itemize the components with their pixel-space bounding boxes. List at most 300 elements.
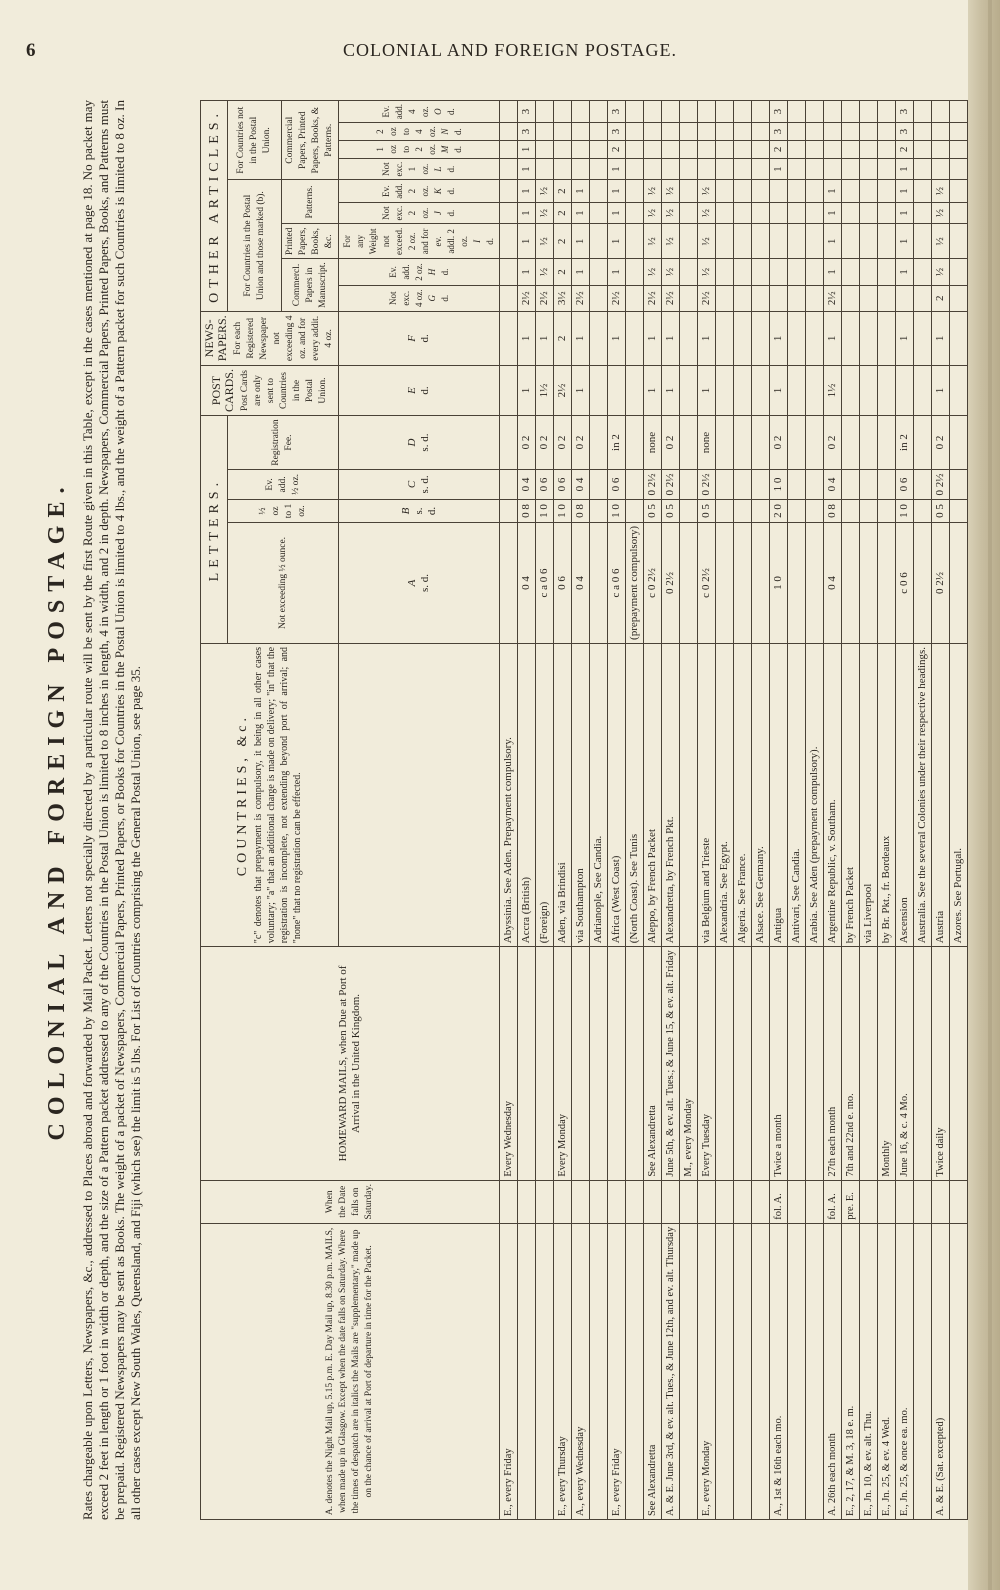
rate-cell	[770, 202, 788, 224]
table-row	[860, 101, 878, 1520]
rate-cell: 1	[770, 365, 788, 415]
rate-cell	[788, 202, 806, 224]
rate-cell: 2	[554, 180, 572, 202]
rate-cell: ½	[644, 259, 662, 285]
rate-cell: 2	[932, 285, 950, 311]
rate-cell: ½	[932, 224, 950, 259]
rate-cell	[626, 224, 644, 259]
rate-cell	[842, 141, 860, 159]
rate-cell	[770, 224, 788, 259]
nonunion-sub-header: Commercial Papers, Printed Papers, Books, & Patterns.	[282, 101, 339, 181]
rate-cell: in 2	[608, 416, 626, 470]
table-row	[608, 101, 626, 1520]
rate-cell: 3½	[554, 285, 572, 311]
rate-cell	[590, 416, 608, 470]
country-cell: Aleppo, by French Packet	[644, 643, 662, 946]
rate-cell	[752, 311, 770, 365]
rate-cell: 3	[608, 101, 626, 123]
rate-cell	[734, 259, 752, 285]
commercial-header: Commercl. Papers in Manuscript.	[282, 259, 339, 312]
page-title: COLONIAL AND FOREIGN POSTAGE.	[44, 479, 70, 1141]
rate-cell: 1 0	[896, 500, 914, 523]
rate-cell	[626, 180, 644, 202]
rate-cell	[878, 259, 896, 285]
other-articles-header: OTHER ARTICLES.	[201, 101, 228, 312]
key-sub: 1 oz to 2 oz.	[374, 144, 437, 155]
rate-cell: 1	[572, 180, 590, 202]
country-cell	[680, 643, 698, 946]
rate-cell	[734, 101, 752, 123]
key-letter: C	[406, 480, 418, 489]
rate-cell: 1 0	[536, 500, 554, 523]
rate-cell	[734, 311, 752, 365]
rate-cell	[842, 259, 860, 285]
rate-cell	[806, 523, 824, 644]
news-papers-title: NEWS-PAPERS.	[202, 315, 229, 362]
rate-cell	[788, 469, 806, 499]
book-page-edge	[968, 0, 1000, 1590]
rate-cell	[716, 202, 734, 224]
rate-cell: 3	[896, 101, 914, 123]
rate-cell: 2½	[554, 365, 572, 415]
rate-cell: 0 2	[824, 416, 842, 470]
rate-cell	[806, 123, 824, 141]
key-g	[339, 285, 500, 311]
rate-cell	[932, 141, 950, 159]
rate-cell	[788, 101, 806, 123]
rate-cell: ½	[644, 224, 662, 259]
rate-cell	[806, 469, 824, 499]
rate-cell	[554, 141, 572, 159]
rate-cell	[752, 224, 770, 259]
rate-cell: 0 2½	[644, 469, 662, 499]
rate-cell: 3	[896, 123, 914, 141]
rate-cell	[842, 224, 860, 259]
rate-cell: 1½	[536, 365, 554, 415]
rate-cell: 1	[572, 202, 590, 224]
key-letter: I	[472, 239, 482, 243]
key-c	[339, 469, 500, 499]
rate-cell	[680, 259, 698, 285]
rate-cell: 0 2	[554, 416, 572, 470]
rate-cell: c 0 2½	[644, 523, 662, 644]
key-letter: E	[406, 387, 418, 394]
rate-cell	[680, 469, 698, 499]
rate-cell	[806, 202, 824, 224]
rate-cell	[878, 365, 896, 415]
saturday-cell	[590, 1180, 608, 1223]
rate-cell: ½	[536, 180, 554, 202]
country-cell: Argentine Republic, v. Southam.	[824, 643, 842, 946]
rate-cell	[716, 123, 734, 141]
rate-cell	[716, 311, 734, 365]
rate-cell: 0 5	[662, 500, 680, 523]
saturday-cell	[950, 1180, 968, 1223]
key-unit: d.	[446, 108, 456, 115]
key-letter: B	[399, 507, 412, 515]
mail-out-cell: E., every Thursday	[554, 1223, 572, 1519]
mail-out-cell: E., Jn. 25, & ev. 4 Wed.	[878, 1223, 896, 1519]
key-sub: Not exc. 2 oz.	[381, 205, 430, 221]
rate-cell: 2	[554, 259, 572, 285]
country-cell: Algeria. See France.	[734, 643, 752, 946]
mail-out-cell: E., every Friday	[500, 1223, 518, 1519]
saturday-cell	[734, 1180, 752, 1223]
rate-cell: 0 4	[824, 523, 842, 644]
rate-cell: 1	[644, 365, 662, 415]
homeward-cell	[734, 947, 752, 1180]
homeward-cell	[788, 947, 806, 1180]
homeward-cell: Monthly	[878, 947, 896, 1180]
rate-cell	[734, 202, 752, 224]
homeward-cell	[572, 947, 590, 1180]
key-letter: D	[406, 438, 418, 447]
rate-cell: 1	[608, 158, 626, 180]
saturday-cell	[806, 1180, 824, 1223]
rate-cell: 1 0	[554, 500, 572, 523]
homeward-cell	[860, 947, 878, 1180]
rate-cell	[950, 500, 968, 523]
rate-cell	[914, 141, 932, 159]
rate-cell	[500, 180, 518, 202]
rate-cell	[878, 469, 896, 499]
rate-cell	[878, 141, 896, 159]
table-row	[500, 101, 518, 1520]
rate-cell	[842, 158, 860, 180]
rate-cell	[590, 141, 608, 159]
rate-cell: ½	[662, 180, 680, 202]
mail-out-cell: A. 26th each month	[824, 1223, 842, 1519]
rate-cell: 1	[824, 259, 842, 285]
rate-cell	[716, 180, 734, 202]
mail-out-cell	[788, 1223, 806, 1519]
key-sub: 2 oz to 4 oz.	[374, 126, 437, 137]
rate-cell: 0 2	[662, 416, 680, 470]
mail-out-cell	[680, 1223, 698, 1519]
rate-cell: 2	[896, 141, 914, 159]
letters-col-d: Registration Fee.	[228, 416, 339, 470]
homeward-cell: June 16, & c. 4 Mo.	[896, 947, 914, 1180]
rates-table	[200, 100, 968, 1520]
rate-cell	[914, 224, 932, 259]
rate-cell	[878, 285, 896, 311]
rate-cell	[590, 202, 608, 224]
key-unit: d.	[446, 209, 456, 217]
rate-cell	[500, 416, 518, 470]
table-row	[590, 101, 608, 1520]
rate-cell: ½	[662, 259, 680, 285]
rate-cell	[914, 500, 932, 523]
rate-cell: 0 2½	[662, 523, 680, 644]
key-e	[339, 365, 500, 415]
rate-cell	[734, 158, 752, 180]
rate-cell	[950, 416, 968, 470]
rate-cell: 1	[824, 224, 842, 259]
rate-cell	[680, 101, 698, 123]
saturday-cell	[716, 1180, 734, 1223]
rate-cell	[950, 285, 968, 311]
rate-cell: 0 4	[572, 469, 590, 499]
rotated-content	[20, 70, 964, 1550]
countries-header-title: COUNTRIES, &c.	[234, 714, 250, 877]
rate-cell	[896, 285, 914, 311]
country-cell: Accra (British)	[518, 643, 536, 946]
homeward-cell	[608, 947, 626, 1180]
rate-cell: 1	[608, 180, 626, 202]
saturday-cell: pre. E.	[842, 1180, 860, 1223]
rate-cell	[662, 101, 680, 123]
rate-cell	[734, 180, 752, 202]
table-row	[752, 101, 770, 1520]
rate-cell	[716, 523, 734, 644]
rate-cell	[590, 285, 608, 311]
rate-cell: 1	[896, 259, 914, 285]
rate-cell	[716, 365, 734, 415]
mail-out-cell: E., 2, 17, & M. 3, 18 e. m.	[842, 1223, 860, 1519]
rate-cell: 1	[518, 202, 536, 224]
rate-cell: 0 4	[518, 469, 536, 499]
key-letter: M	[439, 145, 450, 154]
rotated-content-frame	[20, 70, 964, 1550]
rate-cell	[950, 158, 968, 180]
rate-cell: 1	[536, 311, 554, 365]
key-letter: F	[406, 334, 418, 342]
rate-cell: 1	[770, 311, 788, 365]
rate-cell	[950, 469, 968, 499]
rate-cell	[716, 141, 734, 159]
rate-cell	[788, 311, 806, 365]
rate-cell	[860, 469, 878, 499]
rate-cell	[878, 311, 896, 365]
rate-cell: 3	[770, 101, 788, 123]
mail-out-cell: E., every Monday	[698, 1223, 716, 1519]
rate-cell: c 0 6	[896, 523, 914, 644]
rate-cell: 2	[608, 141, 626, 159]
rate-cell: ½	[932, 202, 950, 224]
rate-cell	[662, 141, 680, 159]
rate-cell	[590, 224, 608, 259]
country-cell: via Belgium and Trieste	[698, 643, 716, 946]
key-unit: d.	[419, 334, 431, 343]
mail-out-cell	[518, 1223, 536, 1519]
rate-cell: in 2	[896, 416, 914, 470]
rate-cell	[626, 202, 644, 224]
rate-cell: ½	[698, 202, 716, 224]
rate-cell	[500, 123, 518, 141]
mail-out-cell	[536, 1223, 554, 1519]
mail-out-cell: E., Jn. 25, & once ea. mo.	[896, 1223, 914, 1519]
rate-cell	[626, 158, 644, 180]
saturday-cell	[698, 1180, 716, 1223]
rate-cell	[554, 123, 572, 141]
rate-cell	[770, 180, 788, 202]
rate-cell: 0 6	[554, 469, 572, 499]
rate-cell	[536, 123, 554, 141]
country-cell: via Liverpool	[860, 643, 878, 946]
rate-cell	[536, 141, 554, 159]
key-unit: s. d.	[419, 573, 431, 592]
rate-cell: 1	[608, 311, 626, 365]
homeward-header: HOMEWARD MAILS, when Due at Port of Arrival in the United Kingdom.	[201, 947, 500, 1180]
letters-col-c: Ev. add. ½ oz.	[228, 469, 339, 499]
rate-cell	[914, 123, 932, 141]
homeward-cell	[752, 947, 770, 1180]
rate-cell: 1	[770, 158, 788, 180]
homeward-cell	[914, 947, 932, 1180]
rate-cell	[842, 365, 860, 415]
rate-cell	[932, 158, 950, 180]
countries-header	[201, 643, 339, 946]
rate-cell: 1	[572, 259, 590, 285]
rate-cell	[842, 202, 860, 224]
rate-cell	[806, 224, 824, 259]
rate-cell: 1	[896, 180, 914, 202]
country-cell: Alexandretta, by French Pkt.	[662, 643, 680, 946]
rate-cell	[626, 123, 644, 141]
rate-cell	[734, 224, 752, 259]
printed-header: Printed Papers, Books, &c.	[282, 224, 339, 259]
key-sub: Ev. add. 2 oz.	[381, 183, 430, 199]
rate-cell	[590, 469, 608, 499]
rate-cell: none	[644, 416, 662, 470]
rate-cell: 0 6	[896, 469, 914, 499]
rate-cell	[788, 259, 806, 285]
key-sub: Ev. add. 2 oz.	[387, 263, 424, 281]
rate-cell	[842, 469, 860, 499]
rate-cell: ½	[536, 259, 554, 285]
rate-cell: 0 8	[824, 500, 842, 523]
homeward-cell: Every Monday	[554, 947, 572, 1180]
rate-cell	[770, 259, 788, 285]
rate-cell: 1	[518, 365, 536, 415]
rate-cell: 1	[896, 311, 914, 365]
rate-cell: 1	[572, 224, 590, 259]
key-n	[339, 123, 500, 141]
country-cell: Antigua	[770, 643, 788, 946]
rate-cell: 0 6	[554, 523, 572, 644]
rate-cell	[896, 365, 914, 415]
rate-cell: ½	[698, 224, 716, 259]
key-unit: d.	[446, 165, 456, 173]
rate-cell: 0 2½	[662, 469, 680, 499]
homeward-cell: Every Wednesday	[500, 947, 518, 1180]
rate-cell: ½	[662, 224, 680, 259]
rate-cell	[860, 224, 878, 259]
key-letter: J	[433, 211, 443, 216]
rate-cell	[806, 180, 824, 202]
rate-cell	[590, 523, 608, 644]
rate-cell	[860, 101, 878, 123]
post-cards-header	[201, 365, 339, 415]
rate-cell	[950, 101, 968, 123]
key-letter: N	[439, 128, 450, 135]
rate-cell	[572, 158, 590, 180]
rate-cell	[752, 180, 770, 202]
rate-cell	[500, 224, 518, 259]
homeward-cell: Twice a month	[770, 947, 788, 1180]
homeward-cell	[950, 947, 968, 1180]
rate-cell	[716, 416, 734, 470]
rate-cell	[950, 141, 968, 159]
rate-cell: 2½	[536, 285, 554, 311]
country-cell: Antivari, See Candia.	[788, 643, 806, 946]
rate-cell: 1	[662, 365, 680, 415]
rate-cell	[788, 285, 806, 311]
rate-cell	[500, 469, 518, 499]
rate-cell: 1	[824, 311, 842, 365]
rate-cell	[698, 158, 716, 180]
rate-cell: 0 4	[518, 523, 536, 644]
mail-out-cell	[752, 1223, 770, 1519]
mail-out-cell	[626, 1223, 644, 1519]
rate-cell	[914, 202, 932, 224]
saturday-cell	[626, 1180, 644, 1223]
rate-cell: 0 5	[932, 500, 950, 523]
rate-cell: 1	[896, 158, 914, 180]
rate-cell: 2½	[824, 285, 842, 311]
homeward-cell: Every Tuesday	[698, 947, 716, 1180]
key-unit: d.	[452, 146, 463, 153]
rate-cell	[752, 101, 770, 123]
intro-paragraph: Rates chargeable upon Letters, Newspapers, &c., addressed to Places abroad and forwarded by Mail Packet. Letters not specially directed by a particular route will be sent by the first Route given in this Table, except in the cases mentioned at page 18. No packet may exceed 2 feet in length or 1 foot in width or depth, and the size of a Pattern packet addressed to any of the Countries in the Postal Union is limited to 8 inches in length, 4 in width, and 2 in depth. Newspapers, Commercial Papers, Printed Papers, Books, and Patterns must be prepaid. Registered Newspapers may be sent as Books. The weight of a packet of Newspapers, Commercial Papers, Printed Papers, or Books for Countries in the Postal Union is limited to 4 lbs., and the weight of a Pattern packet for such Countries is limited to 8 oz. In all other cases except New South Wales, Queensland, and Fiji (which see) the limit is 5 lbs. For List of Countries comprising the General Postal Union, see page 35.	[80, 100, 143, 1520]
rates-table-body	[500, 101, 968, 1520]
rate-cell	[680, 365, 698, 415]
rate-cell: 2	[554, 202, 572, 224]
key-unit: s. d.	[419, 475, 431, 494]
rate-cell: ½	[698, 259, 716, 285]
rate-cell: 1	[698, 365, 716, 415]
rate-cell	[716, 259, 734, 285]
key-h	[339, 259, 500, 285]
saturday-cell	[932, 1180, 950, 1223]
rate-cell	[680, 500, 698, 523]
rate-cell	[752, 285, 770, 311]
saturday-cell: fol. A.	[824, 1180, 842, 1223]
rate-cell	[842, 123, 860, 141]
rate-cell	[590, 365, 608, 415]
rate-cell	[914, 259, 932, 285]
rate-cell	[734, 523, 752, 644]
rate-cell: 1	[572, 311, 590, 365]
rate-cell: 0 2	[932, 416, 950, 470]
rate-cell: 0 2	[518, 416, 536, 470]
rate-cell	[788, 365, 806, 415]
rate-cell	[860, 180, 878, 202]
country-cell: (North Coast). See Tunis	[626, 643, 644, 946]
saturday-cell	[788, 1180, 806, 1223]
rate-cell	[806, 141, 824, 159]
key-unit: s. d.	[412, 506, 438, 516]
rate-cell	[878, 180, 896, 202]
rate-cell	[716, 500, 734, 523]
mail-out-cell: A. & E. (Sat. excepted)	[932, 1223, 950, 1519]
saturday-cell	[500, 1180, 518, 1223]
rate-cell	[734, 285, 752, 311]
rate-cell	[698, 141, 716, 159]
table-row	[914, 101, 932, 1520]
rate-cell: 0 2	[572, 416, 590, 470]
rate-cell	[680, 158, 698, 180]
rate-cell	[500, 365, 518, 415]
rate-cell: 1	[896, 224, 914, 259]
saturday-cell	[752, 1180, 770, 1223]
rate-cell	[842, 416, 860, 470]
rate-cell	[788, 416, 806, 470]
key-sub: Ev. add. 4 oz.	[381, 104, 430, 120]
key-l	[339, 158, 500, 180]
table-row	[824, 101, 842, 1520]
homeward-cell	[626, 947, 644, 1180]
